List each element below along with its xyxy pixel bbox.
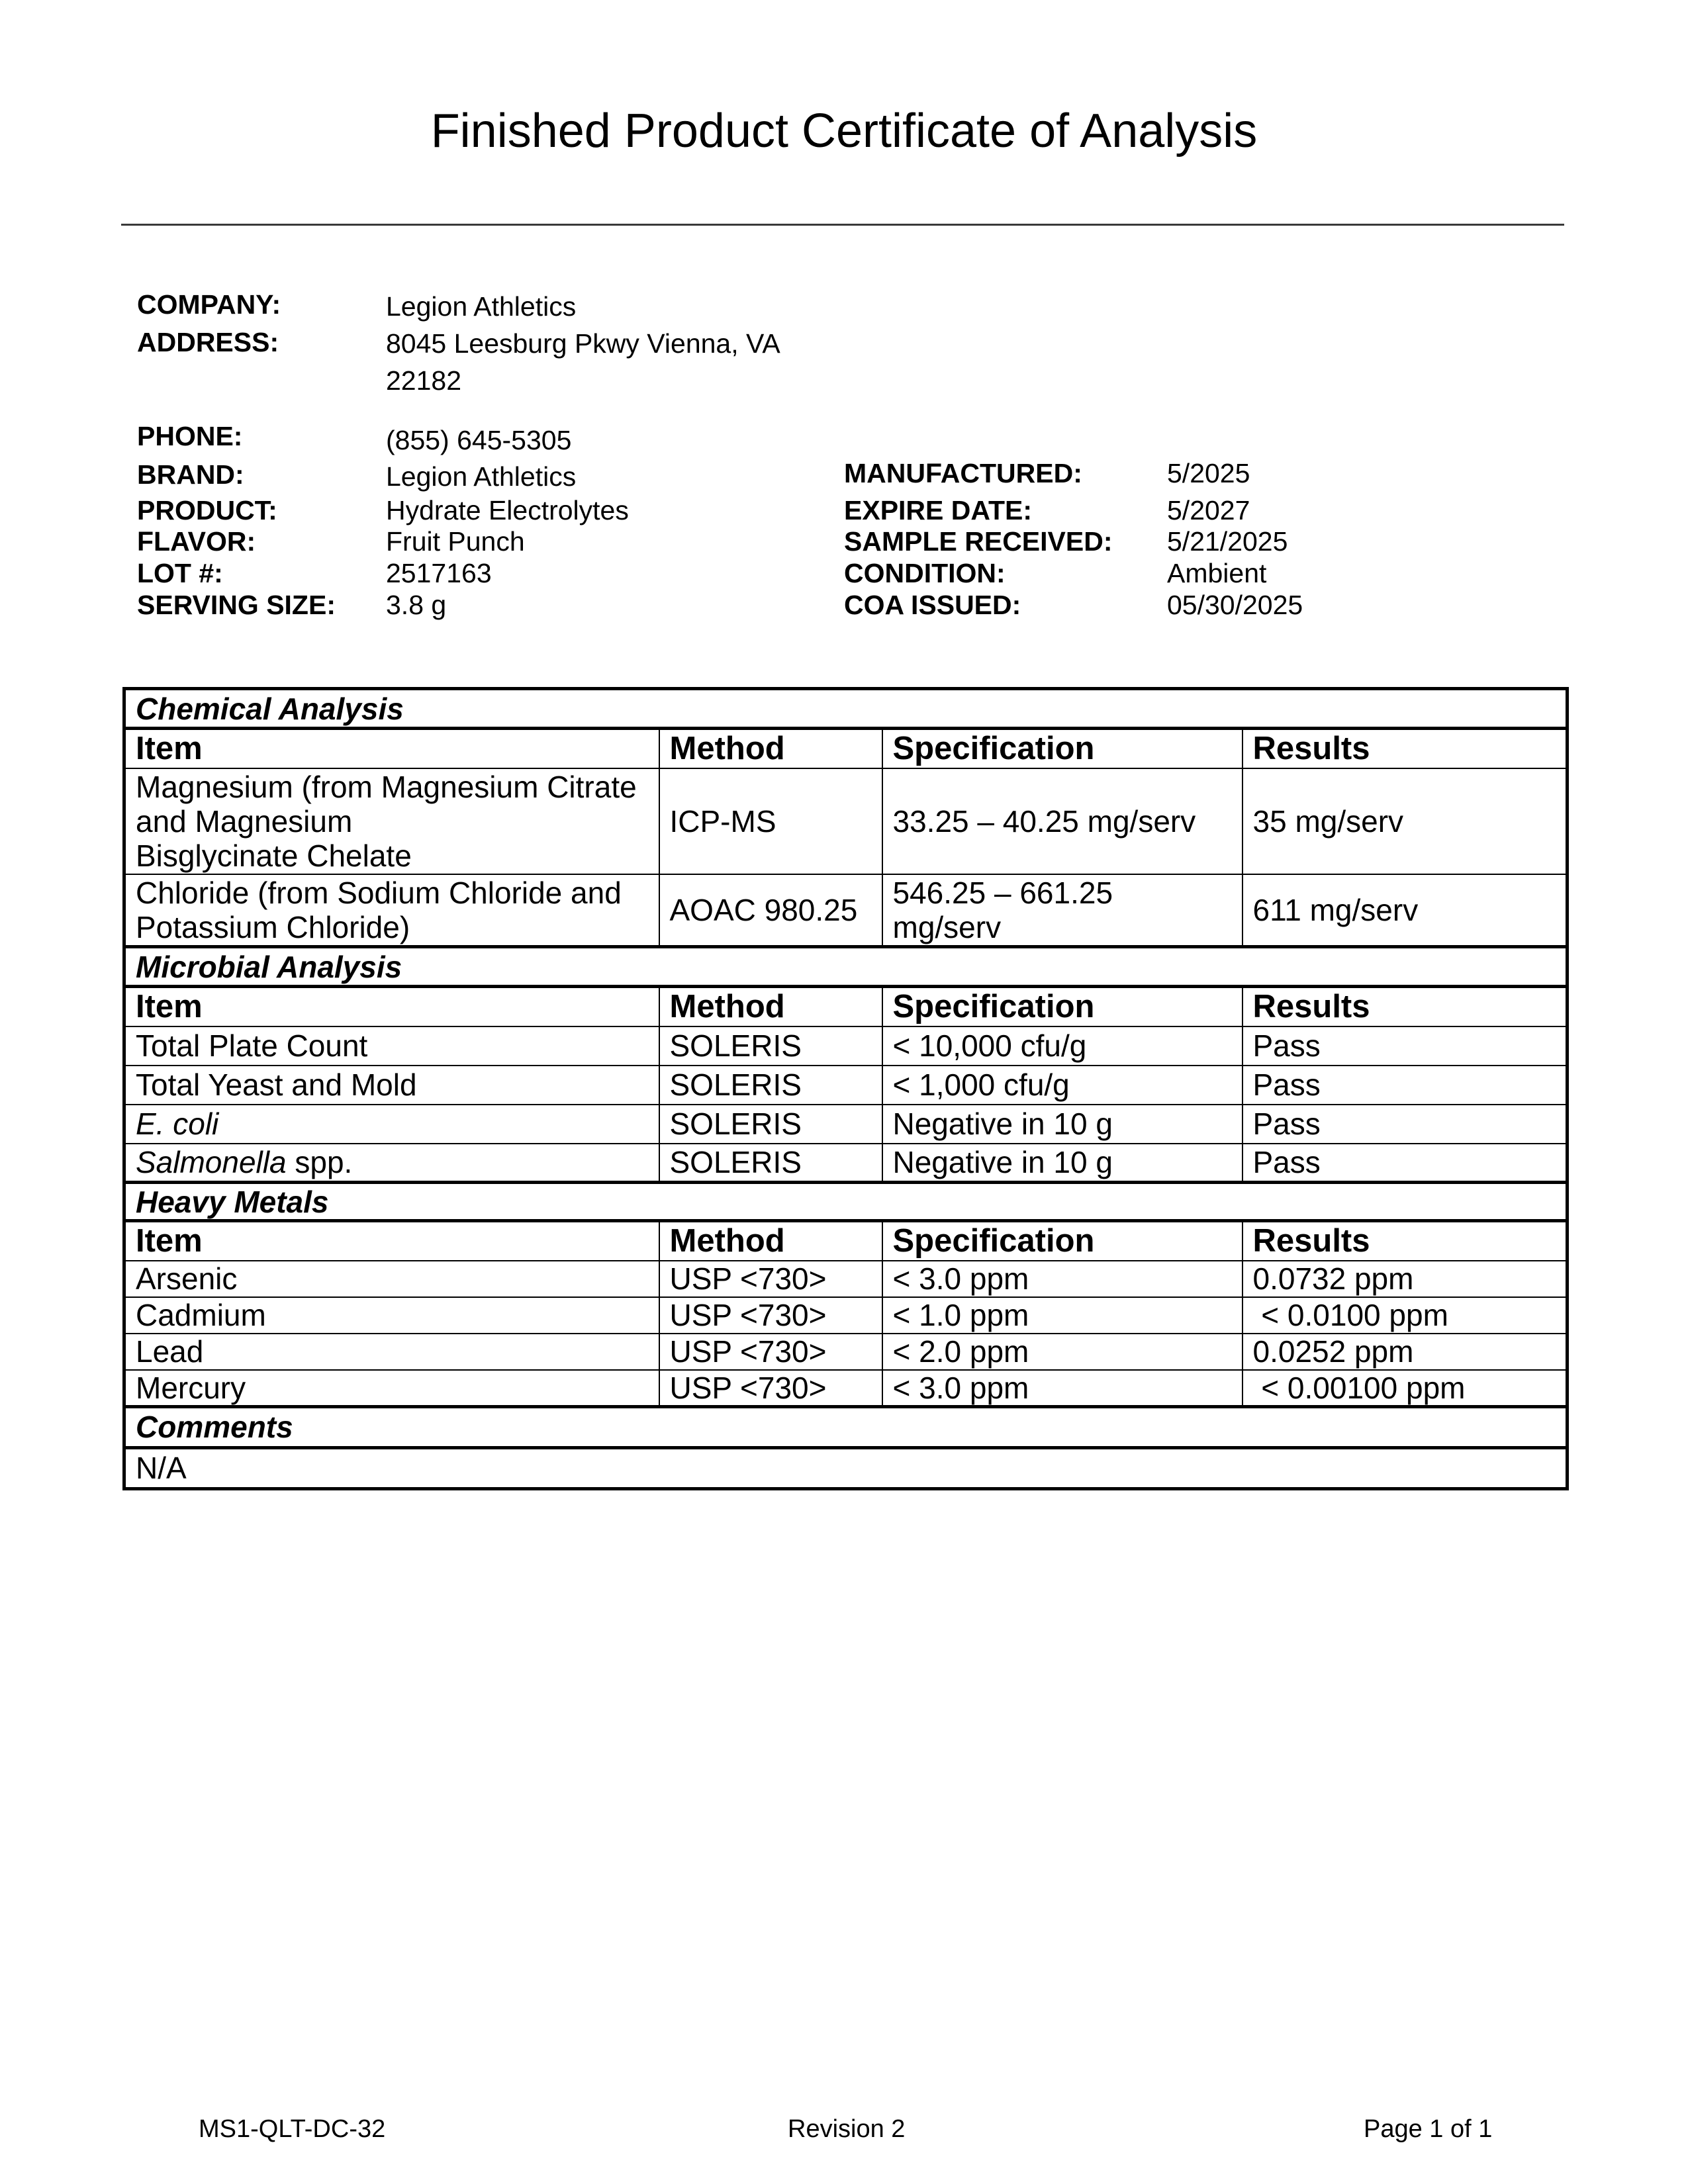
result-cell: < 0.00100 ppm: [1243, 1370, 1568, 1407]
method-cell: USP <730>: [659, 1370, 882, 1407]
condition-label: CONDITION:: [844, 558, 1006, 588]
coa-issued-value: 05/30/2025: [1167, 590, 1303, 620]
item-italic-text: Salmonella: [136, 1145, 287, 1180]
serving-size-value: 3.8 g: [386, 590, 447, 620]
table-row: [124, 874, 1568, 947]
item-header: Item: [124, 729, 659, 768]
spec-cell: < 3.0 ppm: [882, 1261, 1243, 1297]
title-divider: [121, 224, 1564, 226]
specification-header: Specification: [882, 729, 1243, 768]
method-header: Method: [659, 729, 882, 768]
product-value: Hydrate Electrolytes: [386, 495, 629, 525]
method-cell: USP <730>: [659, 1297, 882, 1334]
header-row: [124, 1221, 1568, 1261]
comments-text: N/A: [124, 1447, 1568, 1488]
document-id: MS1-QLT-DC-32: [199, 2115, 386, 2143]
item-line: Potassium Chloride): [136, 909, 410, 944]
result-cell: < 0.0100 ppm: [1243, 1297, 1568, 1334]
section-row: [124, 1183, 1568, 1221]
spec-cell: < 3.0 ppm: [882, 1370, 1243, 1407]
result-cell: Pass: [1243, 1066, 1568, 1105]
lot-value: 2517163: [386, 558, 492, 588]
table-row: [124, 768, 1568, 874]
table-row: [124, 1297, 1568, 1334]
company-value: Legion Athletics: [386, 291, 577, 322]
brand-value: Legion Athletics: [386, 461, 577, 492]
address-line2: 22182: [386, 365, 462, 396]
method-cell: SOLERIS: [659, 1026, 882, 1066]
spec-cell: < 10,000 cfu/g: [882, 1026, 1243, 1066]
spec-cell: Negative in 10 g: [882, 1105, 1243, 1144]
header-row: [124, 729, 1568, 768]
results-header: Results: [1243, 729, 1568, 768]
table-row: [124, 1144, 1568, 1183]
table-row: [124, 1066, 1568, 1105]
table-row: [124, 1026, 1568, 1066]
sample-received-label: SAMPLE RECEIVED:: [844, 526, 1113, 557]
item-line: Chloride (from Sodium Chloride and: [136, 875, 622, 910]
results-header: Results: [1243, 987, 1568, 1026]
method-cell: USP <730>: [659, 1261, 882, 1297]
result-cell: Pass: [1243, 1026, 1568, 1066]
spec-cell: < 1,000 cfu/g: [882, 1066, 1243, 1105]
result-cell: Pass: [1243, 1105, 1568, 1144]
lot-label: LOT #:: [137, 558, 223, 588]
method-cell: AOAC 980.25: [659, 874, 882, 947]
item-cell: Total Plate Count: [124, 1026, 659, 1066]
method-header: Method: [659, 1221, 882, 1261]
table-row: [124, 1261, 1568, 1297]
spec-cell: < 1.0 ppm: [882, 1297, 1243, 1334]
comments-row: [124, 1447, 1568, 1488]
specification-header: Specification: [882, 1221, 1243, 1261]
phone-value: (855) 645-5305: [386, 425, 572, 455]
item-cell: [124, 768, 659, 874]
address-label: ADDRESS:: [137, 327, 279, 357]
phone-label: PHONE:: [137, 421, 243, 451]
result-cell: 0.0732 ppm: [1243, 1261, 1568, 1297]
specification-header: Specification: [882, 987, 1243, 1026]
revision: Revision 2: [788, 2115, 906, 2143]
comments-heading: Comments: [124, 1406, 1568, 1447]
item-cell: E. coli: [124, 1105, 659, 1144]
chemical-analysis-heading: Chemical Analysis: [124, 689, 1568, 729]
spec-line: mg/serv: [892, 909, 1002, 944]
results-header: Results: [1243, 1221, 1568, 1261]
result-cell: 0.0252 ppm: [1243, 1334, 1568, 1370]
table-row: [124, 1105, 1568, 1144]
table-row: [124, 1370, 1568, 1407]
item-line: Magnesium (from Magnesium Citrate: [136, 769, 637, 804]
company-label: COMPANY:: [137, 289, 281, 320]
spec-cell: 33.25 – 40.25 mg/serv: [882, 768, 1243, 874]
microbial-analysis-heading: Microbial Analysis: [124, 947, 1568, 987]
item-text: spp.: [286, 1145, 353, 1180]
item-cell: Lead: [124, 1334, 659, 1370]
item-line: and Magnesium: [136, 803, 353, 839]
address-line1: 8045 Leesburg Pkwy Vienna, VA: [386, 328, 780, 359]
page-title: Finished Product Certificate of Analysis: [430, 105, 1258, 158]
item-cell: Total Yeast and Mold: [124, 1066, 659, 1105]
table-row: [124, 1334, 1568, 1370]
method-cell: ICP-MS: [659, 768, 882, 874]
manufactured-label: MANUFACTURED:: [844, 458, 1082, 488]
result-cell: Pass: [1243, 1144, 1568, 1183]
method-cell: USP <730>: [659, 1334, 882, 1370]
analysis-table: [122, 687, 1569, 1490]
page-number: Page 1 of 1: [1364, 2115, 1493, 2143]
coa-issued-label: COA ISSUED:: [844, 590, 1021, 620]
item-cell: Arsenic: [124, 1261, 659, 1297]
heavy-metals-heading: Heavy Metals: [124, 1183, 1568, 1221]
flavor-label: FLAVOR:: [137, 526, 256, 557]
section-row: [124, 1406, 1568, 1447]
method-header: Method: [659, 987, 882, 1026]
brand-label: BRAND:: [137, 459, 244, 490]
method-cell: SOLERIS: [659, 1066, 882, 1105]
item-header: Item: [124, 1221, 659, 1261]
spec-line: 546.25 – 661.25: [892, 875, 1113, 910]
method-cell: SOLERIS: [659, 1144, 882, 1183]
expire-date-label: EXPIRE DATE:: [844, 495, 1032, 525]
spec-cell: [882, 874, 1243, 947]
expire-date-value: 5/2027: [1167, 495, 1250, 525]
flavor-value: Fruit Punch: [386, 526, 525, 557]
item-cell: Mercury: [124, 1370, 659, 1407]
product-label: PRODUCT:: [137, 495, 277, 525]
section-row: [124, 947, 1568, 987]
result-cell: 611 mg/serv: [1243, 874, 1568, 947]
header-row: [124, 987, 1568, 1026]
item-cell: Cadmium: [124, 1297, 659, 1334]
method-cell: SOLERIS: [659, 1105, 882, 1144]
item-line: Bisglycinate Chelate: [136, 838, 412, 873]
condition-value: Ambient: [1167, 558, 1267, 588]
section-row: [124, 689, 1568, 729]
spec-cell: < 2.0 ppm: [882, 1334, 1243, 1370]
item-cell: [124, 874, 659, 947]
serving-size-label: SERVING SIZE:: [137, 590, 336, 620]
item-header: Item: [124, 987, 659, 1026]
manufactured-value: 5/2025: [1167, 458, 1250, 488]
sample-received-value: 5/21/2025: [1167, 526, 1288, 557]
result-cell: 35 mg/serv: [1243, 768, 1568, 874]
spec-cell: Negative in 10 g: [882, 1144, 1243, 1183]
item-cell: [124, 1144, 659, 1183]
